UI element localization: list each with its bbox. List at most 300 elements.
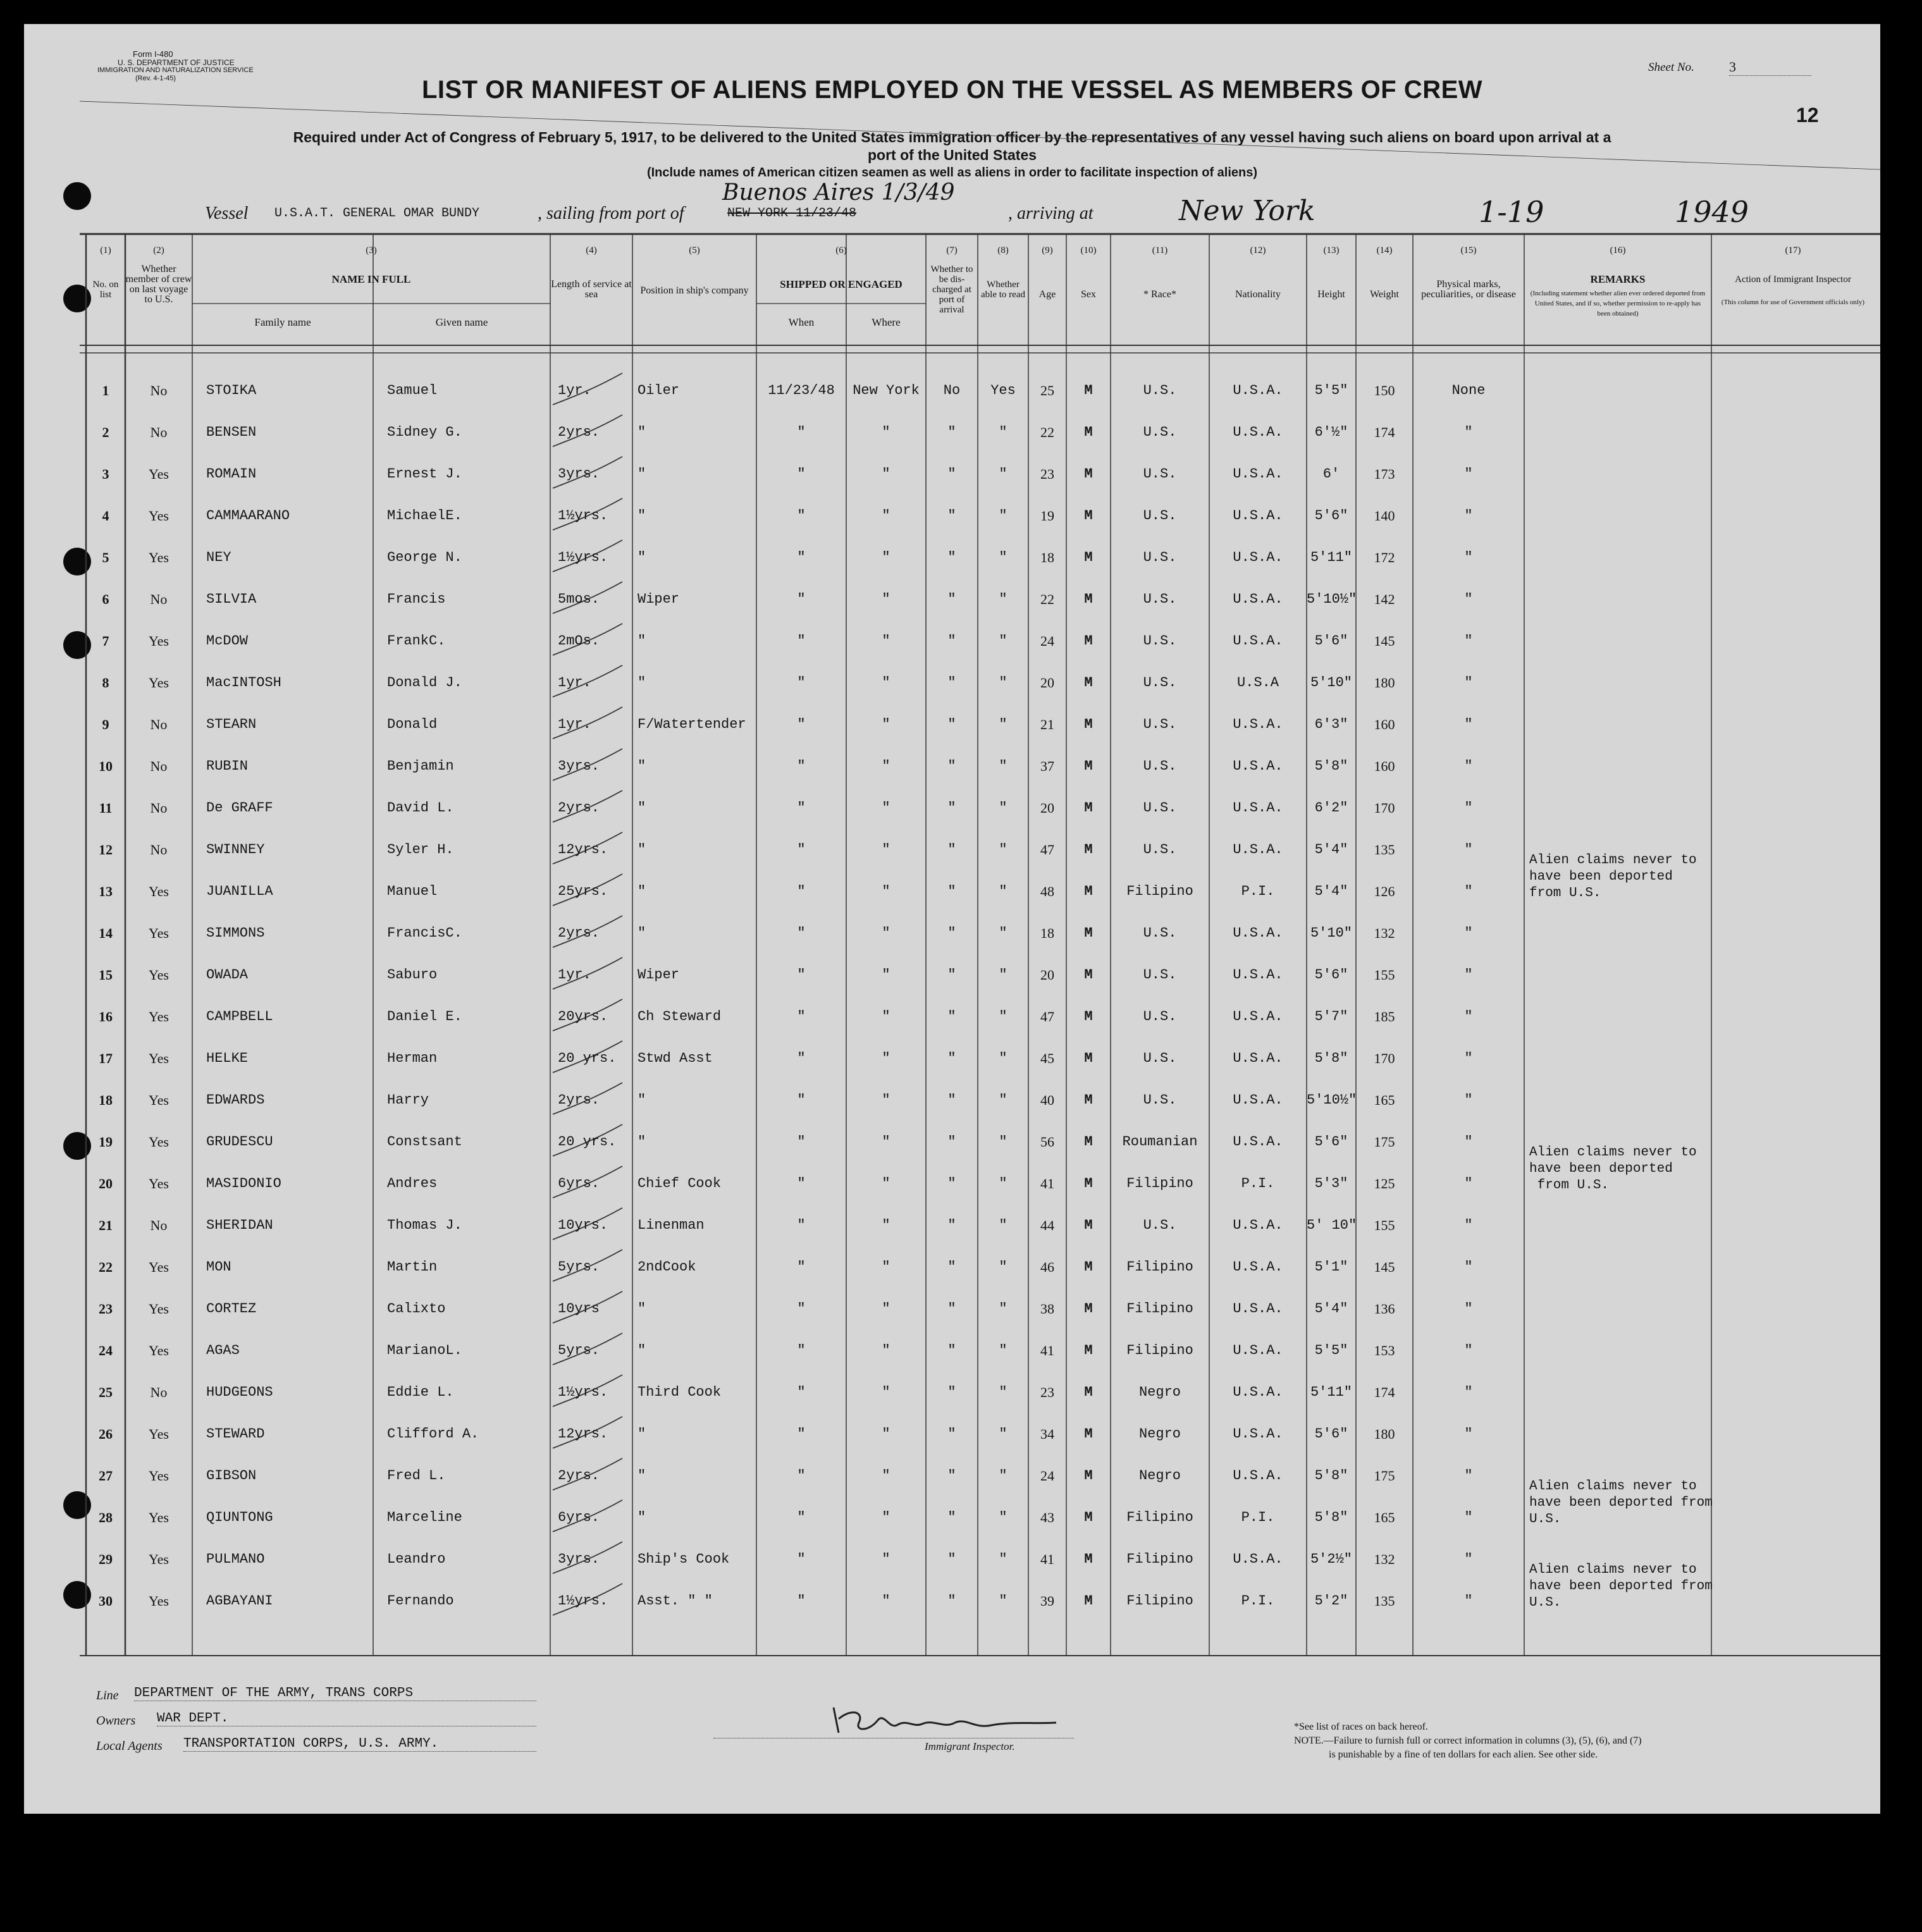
header-length-of-service: Length of service at sea (551, 279, 632, 300)
cell-prev-voyage: Yes (148, 1134, 169, 1150)
cell-service-length: 5mos. (558, 591, 600, 607)
cell-shipped-where: " (882, 424, 890, 440)
cell-physical-marks: " (1464, 967, 1473, 983)
cell-discharged: " (947, 1176, 956, 1191)
cell-family-name: SIMMONS (206, 925, 265, 941)
cell-age: 46 (1040, 1259, 1054, 1275)
cell-family-name: NEY (206, 550, 231, 565)
cell-age: 22 (1040, 424, 1054, 440)
owners-value: WAR DEPT. (157, 1711, 536, 1726)
cell-discharged: " (947, 1384, 956, 1400)
cell-family-name: MASIDONIO (206, 1176, 281, 1191)
cell-shipped-where: " (882, 1134, 890, 1150)
cell-row-number: 23 (99, 1301, 113, 1317)
header-able-to-read: Whether able to read (981, 280, 1025, 300)
cell-shipped-when: " (797, 466, 806, 482)
cell-nationality: U.S.A. (1233, 1050, 1283, 1066)
sailing-label: , sailing from port of (538, 204, 684, 223)
cell-weight: 160 (1374, 717, 1395, 732)
cell-sex: M (1084, 842, 1093, 858)
cell-given-name: Sidney G. (387, 424, 462, 440)
cell-discharged: " (947, 1301, 956, 1317)
header-prev-voyage: Whether member of crew on last voyage to U.S. (125, 264, 192, 305)
cell-shipped-when: " (797, 1134, 806, 1150)
cell-race: U.S. (1143, 424, 1177, 440)
column-number: (7) (946, 245, 958, 255)
cell-service-length: 1yr. (558, 675, 591, 691)
cell-given-name: Daniel E. (387, 1009, 462, 1024)
cell-physical-marks: " (1464, 424, 1473, 440)
header-shipped-or-engaged: SHIPPED OR ENGAGED (780, 278, 902, 290)
cell-physical-marks: " (1464, 1217, 1473, 1233)
cell-service-length: 10yrs. (558, 1217, 608, 1233)
cell-prev-voyage: Yes (148, 1176, 169, 1191)
cell-discharged: " (947, 1050, 956, 1066)
cell-physical-marks: " (1464, 1551, 1473, 1567)
cell-position: Chief Cook (638, 1176, 722, 1191)
cell-physical-marks: " (1464, 842, 1473, 858)
cell-shipped-when: 11/23/48 (768, 383, 835, 398)
cell-sex: M (1084, 1593, 1093, 1609)
cell-position: " (638, 1510, 646, 1525)
cell-able-to-read: " (999, 967, 1007, 983)
cell-shipped-where: " (882, 1551, 890, 1567)
cell-family-name: MacINTOSH (206, 675, 281, 691)
column-number: (3) (366, 245, 377, 255)
header-age: Age (1038, 289, 1056, 300)
cell-shipped-when: " (797, 1217, 806, 1233)
cell-prev-voyage: Yes (148, 925, 169, 941)
cell-weight: 136 (1374, 1301, 1395, 1317)
cell-given-name: Syler H. (387, 842, 454, 858)
cell-race: U.S. (1143, 1050, 1177, 1066)
cell-service-length: 3yrs. (558, 466, 600, 482)
cell-race: U.S. (1143, 967, 1177, 983)
line-label: Line (96, 1689, 119, 1702)
cell-physical-marks: " (1464, 550, 1473, 565)
cell-sex: M (1084, 1301, 1093, 1317)
header-inspector-note: (This column for use of Government officials only) (1721, 298, 1865, 306)
cell-prev-voyage: Yes (148, 550, 169, 565)
cell-age: 18 (1040, 550, 1054, 565)
cell-position: " (638, 883, 646, 899)
cell-height: 5'6" (1314, 508, 1348, 524)
cell-weight: 165 (1374, 1092, 1395, 1108)
cell-position: " (638, 800, 646, 816)
cell-shipped-when: " (797, 633, 806, 649)
department-name: U. S. DEPARTMENT OF JUSTICE (118, 58, 235, 67)
cell-nationality: U.S.A. (1233, 842, 1283, 858)
cell-family-name: STOIKA (206, 383, 257, 398)
page-title: LIST OR MANIFEST OF ALIENS EMPLOYED ON THE VESSEL AS MEMBERS OF CREW (421, 76, 1483, 104)
header-inspector-action: Action of Immigrant Inspector (1735, 274, 1851, 285)
cell-discharged: " (947, 1593, 956, 1609)
cell-able-to-read: " (999, 1593, 1007, 1609)
form-revision: (Rev. 4-1-45) (135, 75, 176, 82)
page-number: 12 (1796, 104, 1819, 126)
inspector-label: Immigrant Inspector. (925, 1740, 1015, 1752)
cell-given-name: MarianoL. (387, 1343, 462, 1358)
cell-physical-marks: " (1464, 675, 1473, 691)
subtitle: Required under Act of Congress of February 5, 1917, to be delivered to the United States immigration officer by the representatives of any vessel having such aliens on board upon arrival at a (293, 129, 1611, 145)
cell-service-length: 12yrs. (558, 1426, 608, 1442)
cell-discharged: " (947, 1468, 956, 1484)
cell-row-number: 30 (99, 1593, 113, 1609)
cell-prev-voyage: No (150, 1217, 168, 1233)
cell-age: 37 (1040, 758, 1054, 774)
column-number: (2) (153, 245, 164, 255)
cell-weight: 172 (1374, 550, 1395, 565)
cell-nationality: U.S.A. (1233, 925, 1283, 941)
cell-shipped-when: " (797, 1050, 806, 1066)
cell-shipped-when: " (797, 550, 806, 565)
cell-prev-voyage: Yes (148, 633, 169, 649)
cell-shipped-where: " (882, 508, 890, 524)
arriving-port: New York (1179, 195, 1315, 227)
cell-race: U.S. (1143, 633, 1177, 649)
cell-service-length: 1yr. (558, 967, 591, 983)
cell-sex: M (1084, 1134, 1093, 1150)
cell-shipped-when: " (797, 591, 806, 607)
cell-able-to-read: " (999, 1510, 1007, 1525)
cell-position: Stwd Asst (638, 1050, 713, 1066)
cell-nationality: U.S.A. (1233, 383, 1283, 398)
cell-shipped-where: " (882, 842, 890, 858)
cell-age: 23 (1040, 466, 1054, 482)
cell-shipped-when: " (797, 1426, 806, 1442)
cell-family-name: BENSEN (206, 424, 257, 440)
cell-able-to-read: " (999, 591, 1007, 607)
cell-discharged: " (947, 1134, 956, 1150)
cell-row-number: 20 (99, 1176, 113, 1191)
cell-race: Filipino (1126, 1593, 1193, 1609)
vessel-name: U.S.A.T. GENERAL OMAR BUNDY (274, 206, 480, 221)
cell-discharged: No (943, 383, 961, 398)
cell-given-name: FrancisC. (387, 925, 462, 941)
penalty-note-2: is punishable by a fine of ten dollars for each alien. See other side. (1329, 1749, 1598, 1760)
cell-position: " (638, 1343, 646, 1358)
cell-sex: M (1084, 550, 1093, 565)
cell-prev-voyage: Yes (148, 1092, 169, 1108)
cell-service-length: 20 yrs. (558, 1134, 617, 1150)
cell-prev-voyage: No (150, 591, 168, 607)
header-remarks-note: (Including statement whether alien ever ordered deported from United States, and if so, whether permission to re-apply has been obtained) (1530, 290, 1706, 317)
cell-height: 5'4" (1314, 842, 1348, 858)
cell-shipped-when: " (797, 925, 806, 941)
cell-position: " (638, 1426, 646, 1442)
cell-weight: 165 (1374, 1510, 1395, 1525)
cell-able-to-read: " (999, 550, 1007, 565)
cell-family-name: HUDGEONS (206, 1384, 273, 1400)
cell-sex: M (1084, 1050, 1093, 1066)
cell-shipped-when: " (797, 842, 806, 858)
cell-height: 5'4" (1314, 1301, 1348, 1317)
cell-race: Filipino (1126, 1259, 1193, 1275)
cell-nationality: U.S.A. (1233, 1301, 1283, 1317)
cell-shipped-when: " (797, 1343, 806, 1358)
cell-shipped-where: " (882, 466, 890, 482)
cell-row-number: 28 (99, 1510, 113, 1525)
cell-able-to-read: " (999, 1384, 1007, 1400)
cell-nationality: U.S.A. (1233, 466, 1283, 482)
cell-row-number: 19 (99, 1134, 113, 1150)
cell-service-length: 2yrs. (558, 1092, 600, 1108)
form-number: Form I-480 (133, 49, 173, 59)
cell-race: U.S. (1143, 591, 1177, 607)
cell-shipped-where: " (882, 1217, 890, 1233)
cell-weight: 132 (1374, 925, 1395, 941)
cell-position: Third Cook (638, 1384, 722, 1400)
cell-age: 20 (1040, 800, 1054, 816)
cell-height: 5'10" (1310, 675, 1352, 691)
cell-age: 45 (1040, 1050, 1054, 1066)
penalty-note: NOTE.—Failure to furnish full or correct information in columns (3), (5), (6), and (7) (1294, 1735, 1642, 1746)
cell-service-length: 5yrs. (558, 1343, 600, 1358)
cell-prev-voyage: Yes (148, 466, 169, 482)
cell-shipped-where: " (882, 1259, 890, 1275)
cell-sex: M (1084, 1176, 1093, 1191)
cell-nationality: U.S.A. (1233, 1009, 1283, 1024)
cell-position: " (638, 466, 646, 482)
cell-sex: M (1084, 1217, 1093, 1233)
cell-physical-marks: " (1464, 1301, 1473, 1317)
cell-shipped-when: " (797, 1593, 806, 1609)
cell-row-number: 10 (99, 758, 113, 774)
cell-race: Negro (1138, 1468, 1181, 1484)
cell-shipped-where: " (882, 758, 890, 774)
header-nationality: Nationality (1235, 289, 1281, 300)
cell-shipped-when: " (797, 1259, 806, 1275)
cell-given-name: Donald (387, 717, 438, 732)
cell-family-name: AGBAYANI (206, 1593, 273, 1609)
cell-service-length: 12yrs. (558, 842, 608, 858)
cell-height: 5'5" (1314, 1343, 1348, 1358)
cell-shipped-where: " (882, 967, 890, 983)
cell-discharged: " (947, 1343, 956, 1358)
cell-shipped-when: " (797, 1009, 806, 1024)
cell-shipped-when: " (797, 1301, 806, 1317)
cell-prev-voyage: No (150, 717, 168, 732)
cell-race: Negro (1138, 1384, 1181, 1400)
cell-shipped-where: " (882, 1050, 890, 1066)
cell-prev-voyage: No (150, 424, 168, 440)
cell-physical-marks: " (1464, 466, 1473, 482)
cell-row-number: 29 (99, 1551, 113, 1567)
cell-able-to-read: " (999, 1301, 1007, 1317)
cell-discharged: " (947, 967, 956, 983)
cell-age: 56 (1040, 1134, 1054, 1150)
header-family-name: Family name (254, 316, 311, 328)
cell-position: Ship's Cook (638, 1551, 730, 1567)
cell-able-to-read: " (999, 1009, 1007, 1024)
cell-race: U.S. (1143, 1092, 1177, 1108)
cell-family-name: GRUDESCU (206, 1134, 273, 1150)
cell-row-number: 9 (102, 717, 109, 732)
cell-discharged: " (947, 717, 956, 732)
cell-weight: 180 (1374, 675, 1395, 691)
cell-weight: 135 (1374, 1593, 1395, 1609)
cell-family-name: CAMPBELL (206, 1009, 273, 1024)
sailing-port-struck: NEW YORK 11/23/48 (727, 206, 857, 221)
cell-physical-marks: " (1464, 925, 1473, 941)
cell-shipped-when: " (797, 800, 806, 816)
cell-shipped-where: " (882, 800, 890, 816)
cell-race: Filipino (1126, 1551, 1193, 1567)
cell-prev-voyage: No (150, 383, 168, 398)
cell-age: 20 (1040, 675, 1054, 691)
cell-prev-voyage: Yes (148, 1468, 169, 1484)
cell-sex: M (1084, 717, 1093, 732)
cell-able-to-read: " (999, 842, 1007, 858)
cell-shipped-where: " (882, 1009, 890, 1024)
cell-able-to-read: " (999, 883, 1007, 899)
cell-row-number: 3 (102, 466, 109, 482)
cell-able-to-read: " (999, 758, 1007, 774)
cell-service-length: 5yrs. (558, 1259, 600, 1275)
cell-nationality: U.S.A. (1233, 758, 1283, 774)
remark-note: Alien claims never to have been deported from U.S. (1529, 1145, 1697, 1193)
cell-weight: 160 (1374, 758, 1395, 774)
cell-race: U.S. (1143, 1217, 1177, 1233)
cell-row-number: 13 (99, 883, 113, 899)
cell-shipped-when: " (797, 1176, 806, 1191)
cell-able-to-read: " (999, 717, 1007, 732)
cell-given-name: Andres (387, 1176, 438, 1191)
cell-service-length: 3yrs. (558, 1551, 600, 1567)
cell-discharged: " (947, 1551, 956, 1567)
cell-position: Asst. " " (638, 1593, 713, 1609)
cell-sex: M (1084, 967, 1093, 983)
cell-discharged: " (947, 633, 956, 649)
cell-nationality: P.I. (1241, 1593, 1275, 1609)
cell-discharged: " (947, 1217, 956, 1233)
cell-sex: M (1084, 1510, 1093, 1525)
cell-physical-marks: " (1464, 1510, 1473, 1525)
cell-nationality: U.S.A. (1233, 424, 1283, 440)
cell-discharged: " (947, 424, 956, 440)
cell-height: 5'8" (1314, 758, 1348, 774)
header-physical-marks: Physical marks, peculiarities, or disease (1421, 279, 1516, 300)
cell-row-number: 22 (99, 1259, 113, 1275)
column-number: (6) (835, 245, 847, 255)
cell-position: F/Watertender (638, 717, 746, 732)
cell-age: 24 (1040, 633, 1054, 649)
cell-nationality: U.S.A. (1233, 508, 1283, 524)
cell-row-number: 18 (99, 1092, 113, 1108)
cell-physical-marks: " (1464, 1009, 1473, 1024)
cell-position: " (638, 758, 646, 774)
cell-prev-voyage: No (150, 758, 168, 774)
cell-given-name: Francis (387, 591, 446, 607)
cell-given-name: MichaelE. (387, 508, 462, 524)
cell-age: 41 (1040, 1176, 1054, 1191)
cell-discharged: " (947, 591, 956, 607)
cell-physical-marks: " (1464, 508, 1473, 524)
cell-shipped-when: " (797, 424, 806, 440)
cell-family-name: AGAS (206, 1343, 240, 1358)
line-value: DEPARTMENT OF THE ARMY, TRANS CORPS (134, 1686, 536, 1701)
arrival-year: 1949 (1675, 195, 1749, 229)
cell-position: Linenman (638, 1217, 705, 1233)
cell-nationality: P.I. (1241, 883, 1275, 899)
cell-shipped-where: " (882, 1510, 890, 1525)
cell-physical-marks: " (1464, 1593, 1473, 1609)
cell-height: 5'6" (1314, 633, 1348, 649)
cell-race: U.S. (1143, 717, 1177, 732)
cell-age: 23 (1040, 1384, 1054, 1400)
cell-row-number: 5 (102, 550, 109, 565)
cell-service-length: 6yrs. (558, 1510, 600, 1525)
header-remarks: REMARKS (1590, 273, 1646, 285)
cell-nationality: P.I. (1241, 1510, 1275, 1525)
cell-service-length: 10yrs (558, 1301, 600, 1317)
cell-age: 19 (1040, 508, 1054, 524)
cell-sex: M (1084, 1468, 1093, 1484)
cell-weight: 155 (1374, 967, 1395, 983)
cell-able-to-read: " (999, 675, 1007, 691)
cell-race: U.S. (1143, 800, 1177, 816)
column-number: (14) (1376, 245, 1393, 255)
cell-weight: 153 (1374, 1343, 1395, 1358)
column-number: (9) (1042, 245, 1053, 255)
cell-race: U.S. (1143, 466, 1177, 482)
cell-family-name: STEARN (206, 717, 257, 732)
cell-age: 22 (1040, 591, 1054, 607)
cell-discharged: " (947, 925, 956, 941)
cell-height: 5'2" (1314, 1593, 1348, 1609)
cell-height: 5'8" (1314, 1468, 1348, 1484)
cell-shipped-where: " (882, 1593, 890, 1609)
cell-race: Filipino (1126, 883, 1193, 899)
header-when: When (788, 316, 815, 328)
cell-able-to-read: " (999, 800, 1007, 816)
cell-position: Ch Steward (638, 1009, 722, 1024)
cell-row-number: 16 (99, 1009, 113, 1024)
cell-position: " (638, 633, 646, 649)
cell-height: 5'10½" (1307, 591, 1357, 607)
cell-service-length: 2mOs. (558, 633, 600, 649)
cell-physical-marks: " (1464, 1050, 1473, 1066)
cell-row-number: 7 (102, 633, 109, 649)
cell-shipped-where: " (882, 1301, 890, 1317)
cell-family-name: De GRAFF (206, 800, 273, 816)
cell-race: U.S. (1143, 1009, 1177, 1024)
cell-given-name: Benjamin (387, 758, 454, 774)
cell-nationality: U.S.A. (1233, 1468, 1283, 1484)
cell-weight: 135 (1374, 842, 1395, 858)
cell-sex: M (1084, 591, 1093, 607)
cell-able-to-read: " (999, 633, 1007, 649)
cell-height: 6'2" (1314, 800, 1348, 816)
cell-age: 34 (1040, 1426, 1054, 1442)
cell-prev-voyage: No (150, 842, 168, 858)
cell-prev-voyage: Yes (148, 883, 169, 899)
cell-position: " (638, 508, 646, 524)
cell-nationality: U.S.A. (1233, 1217, 1283, 1233)
cell-service-length: 1½yrs. (558, 508, 608, 524)
cell-height: 5'10" (1310, 925, 1352, 941)
vessel-label: Vessel (205, 204, 249, 223)
cell-row-number: 17 (99, 1050, 113, 1066)
cell-prev-voyage: Yes (148, 1050, 169, 1066)
cell-prev-voyage: Yes (148, 1259, 169, 1275)
cell-nationality: U.S.A. (1233, 1426, 1283, 1442)
cell-physical-marks: " (1464, 1092, 1473, 1108)
cell-height: 5'6" (1314, 1134, 1348, 1150)
cell-weight: 185 (1374, 1009, 1395, 1024)
cell-weight: 175 (1374, 1468, 1395, 1484)
cell-race: U.S. (1143, 842, 1177, 858)
